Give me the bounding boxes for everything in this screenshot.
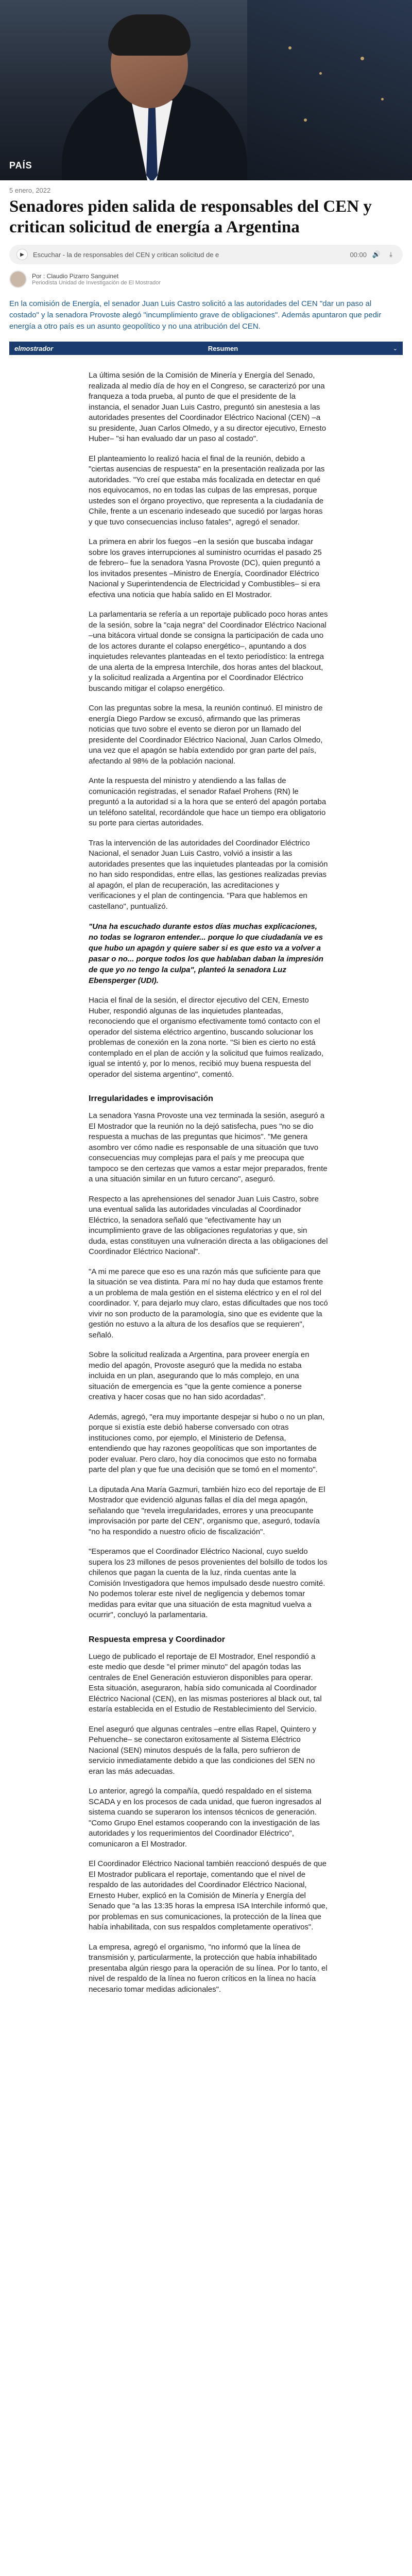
article-date: 5 enero, 2022 (9, 187, 51, 194)
body-paragraph: La diputada Ana María Gazmuri, también hizo eco del reportaje de El Mostrador que evidenció algunas fallas el día del mega apagón, señalando que "revela irregularidades, errores y una preocupante improvisación por parte del CEN", organismo que, aseguró, todavía "no ha respondido a nuestro oficio de fiscalización". (89, 1485, 325, 1536)
body-paragraph: "Esperamos que el Coordinador Eléctrico Nacional, cuyo sueldo supera los 23 millones de pesos provenientes del bolsillo de todos los chilenos que pagan la cuenta de la luz, rinda cuentas ante la Comisión Investigadora que hemos impulsado desde nuestro comité. No podemos tolerar este nivel de negligencia y debemos tomar medidas para evitar que una situación de esta magnitud vuelva a ocurrir", concluyó la parlamentaria. (89, 1547, 328, 1619)
volume-icon[interactable]: 🔊 (372, 250, 381, 258)
body-paragraph: La parlamentaria se refería a un reportaje publicado poco horas antes de la sesión, sobre la "caja negra" del Coordinador Eléctrico Nacional –una bitácora virtual donde se consigna la participación de cada uno de los actores durante el colapso energético–, apuntando a dos inquietudes relevantes planteadas en el texto periodístico: la entrega de una alerta de la empresa Interchile, dos horas antes del blackout, y la solicitud realizada a Argentina por el Coordinador Eléctrico buscando mitigar el colapso energético. (89, 610, 328, 693)
body-paragraph: El Coordinador Eléctrico Nacional también reaccionó después de que El Mostrador publicara el reportaje, comentando que el nivel de respaldo de las autoridades del Coordinador Eléctrico Nacional, Ernesto Huber, explicó en la Comisión de Minería y Energía del Senado que "a las 13:35 horas la empresa ISA Interchile informó que, por problemas en sus comunicaciones, la protección de la línea que había inhabilitada, con sus respaldos completamente operativos". (89, 1859, 328, 1931)
city-light (381, 98, 384, 100)
audio-time: 00:00 (350, 250, 367, 259)
section-heading: Irregularidades e improvisación (89, 1094, 213, 1103)
author-name[interactable]: Por : Claudio Pizarro Sanguinet (32, 273, 119, 280)
body-paragraph: Ante la respuesta del ministro y atendiendo a las fallas de comunicación registradas, el senador Rafael Prohens (RN) le preguntó a la autoridad si a la hora que se enteró del apagón portaba un teléfono satelital, recordándole que hace un tiempo era obligatorio su porte para ciertas autoridades. (89, 776, 327, 827)
body-paragraph: Con las preguntas sobre la mesa, la reunión continuó. El ministro de energía Diego Pardow se excusó, afirmando que las primeras noticias que tuvo sobre el evento se dieron por un llamado del presidente del Coordinador Eléctrico Nacional, Juan Carlos Olmedo, una vez que el apagón se había extendido por gran parte del país, afectando al 98% de la población nacional. (89, 704, 323, 766)
download-icon[interactable]: ⤓ (389, 250, 392, 258)
section-tag[interactable]: PAÍS (9, 160, 32, 171)
play-icon[interactable]: ▶ (16, 249, 28, 260)
body-paragraph: La senadora Yasna Provoste una vez terminada la sesión, aseguró a El Mostrador que la reunión no la dejó satisfecha, pues "no se dio respuesta a muchas de las preguntas que hicimos". "Me genera asombro ver cómo nadie es responsable de una situación que tuvo consecuencias muy complejas para el país y me preocupa que tampoco se den certezas que vamos a estar mejor preparados, frente a una situación similar en un futuro cercano", aseguró. (89, 1111, 328, 1183)
body-paragraph: Lo anterior, agregó la compañía, quedó respaldado en el sistema SCADA y en los procesos de cada unidad, que fueron ingresados al sistema cuando se superaron los intensos técnicos de generación. "Como Grupo Enel estamos cooperando con la investigación de las autoridades y los requerimientos del Coordinador Eléctrico", comunicaron a El Mostrador. (89, 1787, 321, 1849)
author-avatar (9, 270, 27, 288)
background-window (247, 0, 412, 180)
article-title: Senadores piden salida de responsables del CEN y critican solicitud de energía a Argentina (9, 197, 372, 236)
body-paragraph: Además, agregó, "era muy importante despejar si hubo o no un plan, porque si existía este debió haberse conversado con otras instituciones como, por ejemplo, el Ministerio de Defensa, entendiendo que hay razones geopolíticas que son importantes de poder evaluar. Pero claro, hoy día conocimos que esto no formaba parte del plan y que fue una decisión que se tomó en el momento". (89, 1412, 325, 1474)
article-lead: En la comisión de Energía, el senador Juan Luis Castro solicitó a las autoridades del CEN "dar un paso al costado" y la senadora Provoste alegó "incumplimiento grave de obligaciones". Además apuntaron que pedir energía a otro país es un asunto geopolítico y no una atribución del CEN. (9, 299, 382, 331)
city-light (319, 72, 322, 75)
body-paragraph: Luego de publicado el reportaje de El Mostrador, Enel respondió a este medio que desde "el primer minuto" del apagón todas las centrales de Enel Generación estuvieron disponibles para operar. Esta situación, aseguraron, había sido comunicada al Coordinador Eléctrico Nacional (CEN), en las mismas posteriores al black out, tal estaría establecida en el Estudio de Restablecimiento del Servicio. (89, 1652, 322, 1714)
portrait-hair (108, 14, 191, 56)
brand-logo: elmostrador (14, 344, 54, 352)
body-paragraph: Enel aseguró que algunas centrales –entre ellas Rapel, Quintero y Pehuenche– se conectaron exitosamente al Sistema Eléctrico Nacional (SEN) minutos después de la falla, pero sufrieron de servicio inmediatamente debido a que las condiciones del SEN no eran las más adecuadas. (89, 1724, 316, 1776)
summary-bar[interactable] (9, 342, 403, 355)
article-body (89, 370, 328, 1995)
summary-label: Resumen (208, 344, 238, 352)
audio-player (9, 245, 403, 264)
body-paragraph: Hacia el final de la sesión, el director ejecutivo del CEN, Ernesto Huber, respondió algunas de las inquietudes planteadas, reconociendo que el organismo efectivamente tomó contacto con el operador del sistema eléctrico argentino, buscando solucionar los problemas de conexión en la zona norte. "Si bien es cierto no está contemplado en el plan de acción y la solicitud que fuimos realizado, igual se intentó y, por lo menos, recibió muy buena respuesta del operador del sistema argentino", comentó. (89, 996, 324, 1079)
body-paragraph: Tras la intervención de las autoridades del Coordinador Eléctrico Nacional, el senador Juan Luis Castro, volvió a insistir a las autoridades presentes que las inquietudes planteadas por la comisión no han sido respondidas, entre ellas, las gestiones realizadas previas al apagón, el plan de recuperación, las acreditaciones y verificaciones y el plan de contingencia. "Para que hablemos en castellano", puntualizó. (89, 838, 328, 911)
section-heading: Respuesta empresa y Coordinador (89, 1635, 225, 1644)
pull-quote: "Una ha escuchado durante estos días muchas explicaciones, no todas se lograron entender... porque lo que ciudadanía ve es que hubo un apagón y quiere saber si es que esto va a volver a pasar o no... porque todos los que hablaban daban la impresión de que yo no tengo la culpa", planteó la senadora Luz Ebensperger (UDI). (89, 922, 323, 985)
body-paragraph: La empresa, agregó el organismo, "no informó que la línea de transmisión y, particularmente, la protección que había inhabilitado presentaba algún riesgo para la operación de su línea. Por lo tanto, el nivel de respaldo de la línea no fueron críticos en la línea no hacía necesario tomar medidas adicionales". (89, 1942, 328, 1994)
body-paragraph: "A mi me parece que eso es una razón más que suficiente para que la situación se vea distinta. Para mí no hay duda que estamos frente a un problema de mala gestión en el sistema eléctrico y en el rol del coordinador. Y, para dejarlo muy claro, estas dificultades que nos tocó vivir no son producto de la paramología, sino que es evidente que la gestión no estuvo a la altura de los desafíos que se requieren", señaló. (89, 1267, 328, 1340)
city-light (304, 118, 307, 122)
chevron-down-icon: ⌄ (392, 345, 398, 352)
body-paragraph: Sobre la solicitud realizada a Argentina, para proveer energía en medio del apagón, Provoste aseguró que la medida no estaba incluida en un plan, asegurando que lo más complejo, en una situación de emergencia es "que la gente comience a ponerse creativa y hacer cosas que no han sido acordadas". (89, 1350, 310, 1401)
hero-image (0, 0, 412, 180)
body-paragraph: La última sesión de la Comisión de Minería y Energía del Senado, realizada al medio día de hoy en el Congreso, se caracterizó por una franqueza a toda prueba, al punto de que el presidente de la instancia, el senador Juan Luis Castro, preguntó sin anestesia a las autoridades presentes del Coordinador Eléctrico Nacional (CEN) –a su presidente, Juan Carlos Olmedo, y a su director ejecutivo, Ernesto Huber– "si han evaluado dar un paso al costado". (89, 371, 327, 443)
city-light (360, 57, 364, 60)
city-light (288, 46, 291, 49)
body-paragraph: La primera en abrir los fuegos –en la sesión que buscaba indagar sobre los graves interrupciones al suministro ocurridas el pasado 25 de febrero– fue la senadora Yasna Provoste (DC), quien preguntó a los invitados presentes –Ministro de Energía, Coordinador Eléctrico Nacional y Superintendencia de Electricidad y Combustibles– si era efectiva una noticia que había salido en El Mostrador. (89, 537, 322, 599)
author-role: Periodista Unidad de Investigación de El Mostrador (32, 280, 161, 286)
body-paragraph: Respecto a las aprehensiones del senador Juan Luis Castro, sobre una eventual salida las autoridades vinculadas al Coordinador Eléctrico, la senadora señaló que "efectivamente hay un incumplimiento grave de las obligaciones regulatorias y que, sin duda, estas constituyen una vulneración directa a las obligaciones del Coordinador Eléctrico Nacional". (89, 1194, 328, 1256)
audio-label: Escuchar - la de responsables del CEN y critican solicitud de e (33, 250, 219, 259)
author-block (9, 270, 403, 288)
body-paragraph: El planteamiento lo realizó hacia el final de la reunión, debido a "ciertas ausencias de respuesta" en la presentación realizada por las autoridades. "Yo creí que estaba más focalizada en detectar en qué nos equivocamos, no en todas las culpas de las empresas, porque ustedes son el órgano proyectivo, que representa a la ciudadanía de Chile, frente a un escenario indeseado que sucedió por largas horas y que tuvo consecuencias incluso fatales", agregó el senador. (89, 454, 325, 527)
